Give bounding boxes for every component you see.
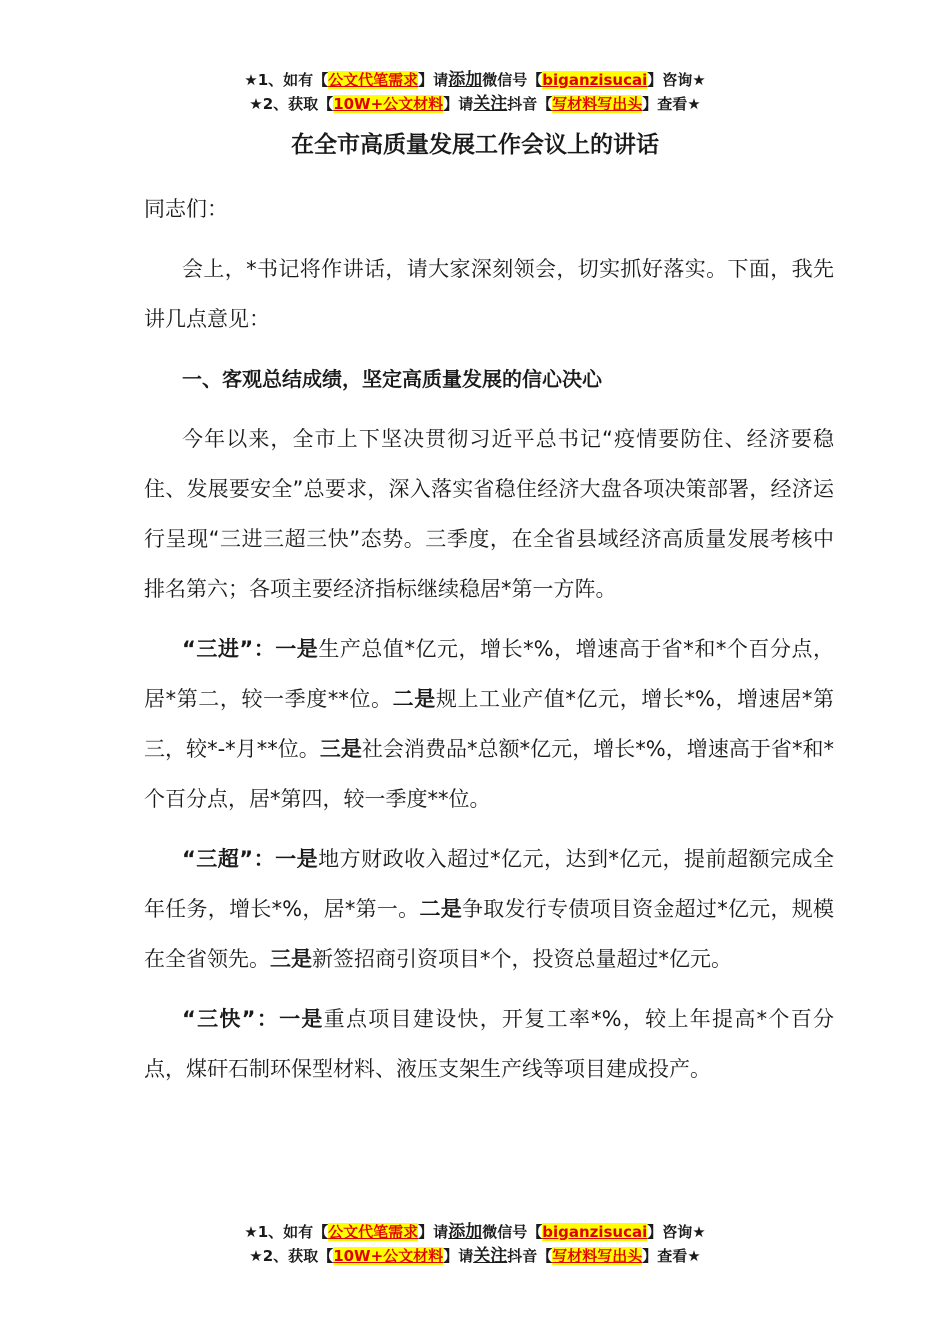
point-text: 规上工业产值*亿元，增长*%，增速居*第三，较*-*月**位。 xyxy=(144,687,835,761)
top-banner xyxy=(0,68,950,116)
point-text: 生产总值*亿元，增长*%，增速高于省*和*个百分点，居*第二，较一季度**位。 xyxy=(144,637,835,711)
point-text: 争取发行专债项目资金超过*亿元，规模在全省领先。 xyxy=(144,897,835,971)
follow-emphasis: 关注 xyxy=(473,94,508,114)
point-lead: 三是 xyxy=(270,947,312,971)
banner-text: 1、如有【 xyxy=(257,1223,329,1241)
banner-text: 抖音【 xyxy=(507,1247,553,1265)
add-emphasis: 添加 xyxy=(448,70,483,90)
star-icon: ★ xyxy=(244,71,258,89)
banner-text: 2、获取【 xyxy=(262,95,334,113)
sanjin-paragraph xyxy=(144,624,834,824)
document-title: 在全市高质量发展工作会议上的讲话 xyxy=(291,132,659,158)
point-lead: 二是 xyxy=(419,897,462,921)
point-lead: 一是 xyxy=(275,847,319,871)
star-icon: ★ xyxy=(249,1247,263,1265)
salutation: 同志们： xyxy=(144,197,228,221)
banner-text: 微信号【 xyxy=(482,71,543,89)
banner-line-1 xyxy=(0,68,950,92)
sanchao-label: “三超”： xyxy=(182,847,276,871)
sanjin-label: “三进”： xyxy=(182,637,276,661)
banner-text: 1、如有【 xyxy=(257,71,329,89)
point-text: 地方财政收入超过*亿元，达到*亿元，提前超额完成全年任务，增长*%，居*第一。 xyxy=(144,847,835,921)
star-icon: ★ xyxy=(244,1223,258,1241)
banner-text: 2、获取【 xyxy=(262,1247,334,1265)
banner-text: 】查看★ xyxy=(642,1247,701,1265)
wechat-id-highlight: biganzisucai xyxy=(542,1223,648,1241)
douyin-highlight: 写材料写出头 xyxy=(552,95,643,113)
add-emphasis: 添加 xyxy=(448,1222,483,1242)
wechat-id-highlight: biganzisucai xyxy=(542,71,648,89)
document-body xyxy=(144,184,834,1104)
point-text: 新签招商引资项目*个，投资总量超过*亿元。 xyxy=(312,947,732,971)
banner-text: 微信号【 xyxy=(482,1223,543,1241)
bottom-banner xyxy=(0,1220,950,1268)
summary-paragraph: 今年以来，全市上下坚决贯彻习近平总书记“疫情要防住、经济要稳住、发展要安全”总要求，深入落实省稳住经济大盘各项决策部署，经济运行呈现“三进三超三快”态势。三季度，在全省县域经济高质量发展考核中排名第六；各项主要经济指标继续稳居*第一方阵。 xyxy=(144,427,834,601)
banner-text: 】查看★ xyxy=(642,95,701,113)
point-lead: 一是 xyxy=(275,637,319,661)
point-lead: 三是 xyxy=(319,737,362,761)
intro-paragraph: 会上，*书记将作讲话，请大家深刻领会，切实抓好落实。下面，我先讲几点意见： xyxy=(144,257,834,331)
banner-text: 】咨询★ xyxy=(647,71,706,89)
banner-line-1 xyxy=(0,1220,950,1244)
materials-highlight: 10W+公文材料 xyxy=(333,1247,444,1265)
banner-text: 】请 xyxy=(418,71,449,89)
point-lead: 一是 xyxy=(279,1007,324,1031)
douyin-highlight: 写材料写出头 xyxy=(552,1247,643,1265)
point-lead: 二是 xyxy=(392,687,436,711)
point-text: 社会消费品*总额*亿元，增长*%，增速高于省*和*个百分点，居*第四，较一季度**位。 xyxy=(144,737,835,811)
banner-text: 抖音【 xyxy=(507,95,553,113)
point-text: 重点项目建设快，开复工率*%，较上年提高*个百分点，煤矸石制环保型材料、液压支架生产线等项目建成投产。 xyxy=(144,1007,835,1081)
banner-text: 】请 xyxy=(418,1223,449,1241)
sankuai-label: “三快”： xyxy=(182,1007,280,1031)
ghostwriting-highlight: 公文代笔需求 xyxy=(328,1223,419,1241)
star-icon: ★ xyxy=(249,95,263,113)
banner-line-2 xyxy=(0,1244,950,1268)
sankuai-paragraph xyxy=(144,994,834,1094)
banner-text: 】请 xyxy=(443,95,474,113)
banner-text: 】咨询★ xyxy=(647,1223,706,1241)
banner-line-2 xyxy=(0,92,950,116)
materials-highlight: 10W+公文材料 xyxy=(333,95,444,113)
section-heading: 一、客观总结成绩，坚定高质量发展的信心决心 xyxy=(182,367,602,391)
ghostwriting-highlight: 公文代笔需求 xyxy=(328,71,419,89)
sanchao-paragraph xyxy=(144,834,834,984)
follow-emphasis: 关注 xyxy=(473,1246,508,1266)
banner-text: 】请 xyxy=(443,1247,474,1265)
